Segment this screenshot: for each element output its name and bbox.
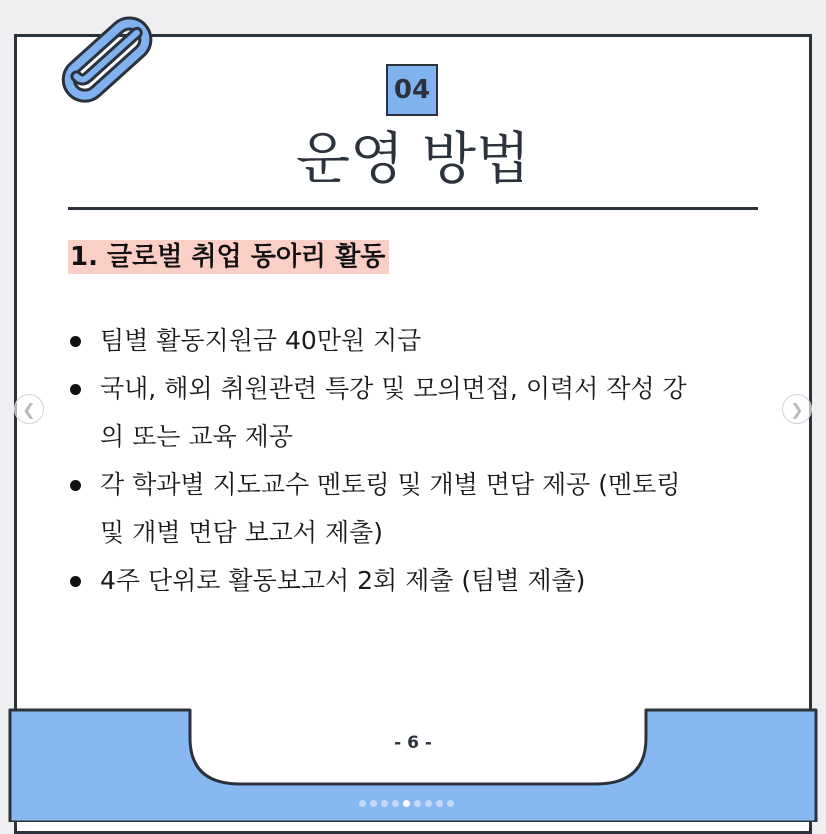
bullet-dot-icon bbox=[70, 336, 81, 347]
list-item-text: 4주 단위로 활동보고서 2회 제출 (팀별 제출) bbox=[100, 566, 586, 595]
page-title: 운영 방법 bbox=[295, 127, 531, 192]
bullet-list bbox=[70, 317, 710, 605]
title-divider bbox=[68, 207, 758, 210]
carousel-pagination bbox=[359, 800, 454, 807]
list-item-text: 각 학과별 지도교수 멘토링 및 개별 면담 제공 (멘토링 및 개별 면담 보고서 제출) bbox=[100, 470, 681, 547]
bullet-dot-icon bbox=[70, 480, 81, 491]
bullet-dot-icon bbox=[70, 576, 81, 587]
carousel-dot[interactable] bbox=[414, 800, 421, 807]
carousel-dot[interactable] bbox=[392, 800, 399, 807]
bullet-dot-icon bbox=[70, 384, 81, 395]
list-item-text: 팀별 활동지원금 40만원 지급 bbox=[100, 326, 422, 355]
list-item-text: 국내, 해외 취원관련 특강 및 모의면접, 이력서 작성 강의 또는 교육 제공 bbox=[100, 374, 687, 451]
page-number: - 6 - bbox=[394, 733, 432, 753]
carousel-dot[interactable] bbox=[370, 800, 377, 807]
list-item bbox=[70, 365, 710, 461]
list-item bbox=[70, 461, 710, 557]
carousel-dot[interactable] bbox=[359, 800, 366, 807]
chevron-left-icon: ❮ bbox=[22, 399, 36, 419]
carousel-dot[interactable] bbox=[425, 800, 432, 807]
section-heading: 1. 글로벌 취업 동아리 활동 bbox=[68, 240, 389, 274]
carousel-dot[interactable] bbox=[436, 800, 443, 807]
carousel-dot[interactable] bbox=[403, 800, 410, 807]
chevron-right-icon: ❯ bbox=[790, 399, 804, 419]
list-item bbox=[70, 317, 710, 365]
section-number-badge: 04 bbox=[386, 64, 438, 116]
carousel-prev-button[interactable] bbox=[14, 394, 44, 424]
list-item bbox=[70, 557, 710, 605]
carousel-dot[interactable] bbox=[381, 800, 388, 807]
carousel-next-button[interactable] bbox=[782, 394, 812, 424]
paperclip-icon bbox=[52, 6, 162, 116]
carousel-dot[interactable] bbox=[447, 800, 454, 807]
